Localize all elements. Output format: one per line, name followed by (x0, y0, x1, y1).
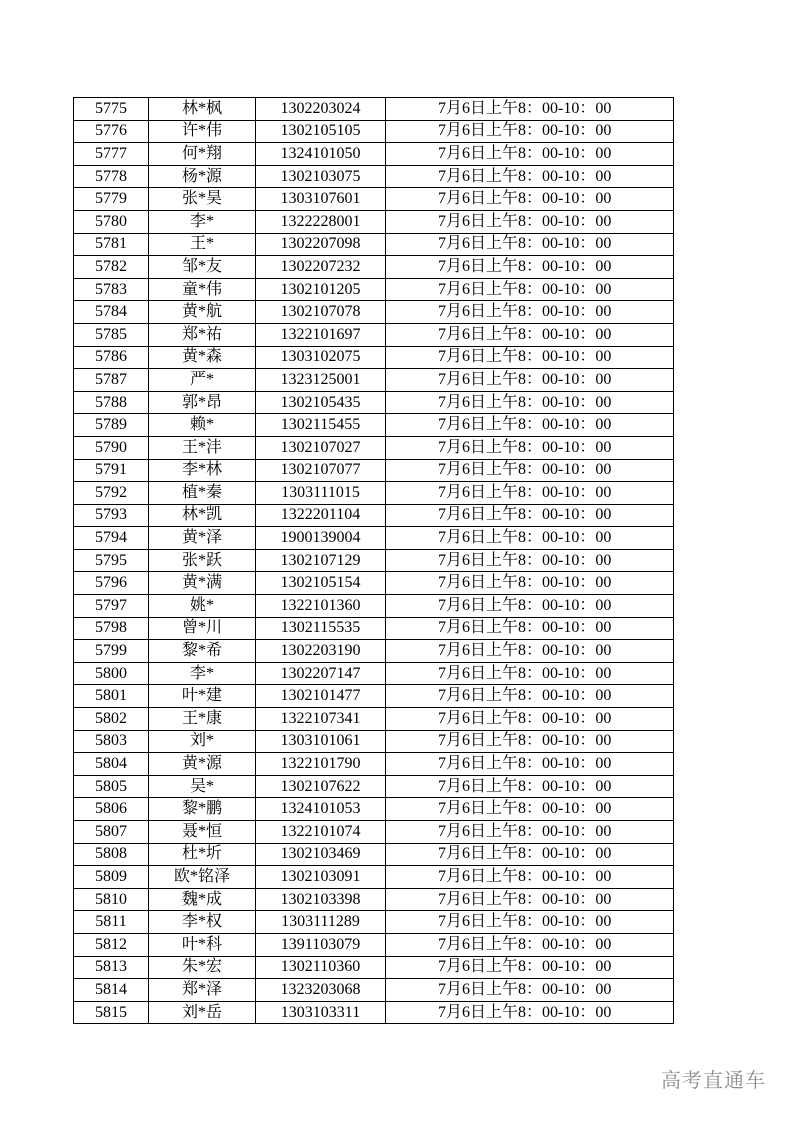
id-cell: 1302207098 (256, 233, 386, 256)
time-cell: 7月6日上午8：00-10：00 (386, 595, 674, 618)
time-cell: 7月6日上午8：00-10：00 (386, 391, 674, 414)
name-cell: 黄*满 (149, 572, 256, 595)
seq-cell: 5782 (74, 256, 149, 279)
table-row (74, 775, 674, 798)
time-cell: 7月6日上午8：00-10：00 (386, 933, 674, 956)
time-cell: 7月6日上午8：00-10：00 (386, 843, 674, 866)
name-cell: 严* (149, 369, 256, 392)
time-cell: 7月6日上午8：00-10：00 (386, 911, 674, 934)
id-cell: 1302107078 (256, 301, 386, 324)
time-cell: 7月6日上午8：00-10：00 (386, 369, 674, 392)
seq-cell: 5798 (74, 617, 149, 640)
seq-cell: 5814 (74, 979, 149, 1002)
id-cell: 1303102075 (256, 346, 386, 369)
id-cell: 1302203024 (256, 98, 386, 121)
time-cell: 7月6日上午8：00-10：00 (386, 708, 674, 731)
id-cell: 1302107622 (256, 775, 386, 798)
name-cell: 许*伟 (149, 120, 256, 143)
name-cell: 郑*泽 (149, 979, 256, 1002)
name-cell: 王* (149, 233, 256, 256)
name-cell: 张*昊 (149, 188, 256, 211)
table-row (74, 685, 674, 708)
table-row (74, 640, 674, 663)
table-row (74, 708, 674, 731)
seq-cell: 5777 (74, 143, 149, 166)
time-cell: 7月6日上午8：00-10：00 (386, 210, 674, 233)
time-cell: 7月6日上午8：00-10：00 (386, 482, 674, 505)
name-cell: 黎*希 (149, 640, 256, 663)
name-cell: 姚* (149, 595, 256, 618)
id-cell: 1303111289 (256, 911, 386, 934)
name-cell: 郭*昂 (149, 391, 256, 414)
id-cell: 1302105154 (256, 572, 386, 595)
name-cell: 童*伟 (149, 278, 256, 301)
seq-cell: 5801 (74, 685, 149, 708)
table-row (74, 549, 674, 572)
seq-cell: 5780 (74, 210, 149, 233)
name-cell: 邹*友 (149, 256, 256, 279)
time-cell: 7月6日上午8：00-10：00 (386, 278, 674, 301)
id-cell: 1323125001 (256, 369, 386, 392)
id-cell: 1324101050 (256, 143, 386, 166)
time-cell: 7月6日上午8：00-10：00 (386, 120, 674, 143)
name-cell: 杨*源 (149, 165, 256, 188)
table-row (74, 369, 674, 392)
time-cell: 7月6日上午8：00-10：00 (386, 165, 674, 188)
name-cell: 张*跃 (149, 549, 256, 572)
seq-cell: 5807 (74, 821, 149, 844)
time-cell: 7月6日上午8：00-10：00 (386, 459, 674, 482)
name-cell: 黄*泽 (149, 527, 256, 550)
time-cell: 7月6日上午8：00-10：00 (386, 956, 674, 979)
name-cell: 王*康 (149, 708, 256, 731)
table-row (74, 98, 674, 121)
table-row (74, 888, 674, 911)
seq-cell: 5812 (74, 933, 149, 956)
id-cell: 1302105105 (256, 120, 386, 143)
name-cell: 叶*建 (149, 685, 256, 708)
time-cell: 7月6日上午8：00-10：00 (386, 617, 674, 640)
name-cell: 杜*圻 (149, 843, 256, 866)
table-row (74, 595, 674, 618)
id-cell: 1302207232 (256, 256, 386, 279)
name-cell: 刘* (149, 730, 256, 753)
seq-cell: 5792 (74, 482, 149, 505)
seq-cell: 5793 (74, 504, 149, 527)
id-cell: 1303107601 (256, 188, 386, 211)
seq-cell: 5799 (74, 640, 149, 663)
seq-cell: 5804 (74, 753, 149, 776)
seq-cell: 5809 (74, 866, 149, 889)
time-cell: 7月6日上午8：00-10：00 (386, 866, 674, 889)
name-cell: 李* (149, 662, 256, 685)
time-cell: 7月6日上午8：00-10：00 (386, 730, 674, 753)
table-row (74, 256, 674, 279)
seq-cell: 5815 (74, 1001, 149, 1024)
seq-cell: 5784 (74, 301, 149, 324)
id-cell: 1302107077 (256, 459, 386, 482)
id-cell: 1322107341 (256, 708, 386, 731)
table-row (74, 414, 674, 437)
name-cell: 叶*科 (149, 933, 256, 956)
table-row (74, 662, 674, 685)
table-row (74, 278, 674, 301)
seq-cell: 5790 (74, 436, 149, 459)
seq-cell: 5810 (74, 888, 149, 911)
time-cell: 7月6日上午8：00-10：00 (386, 1001, 674, 1024)
time-cell: 7月6日上午8：00-10：00 (386, 753, 674, 776)
name-cell: 赖* (149, 414, 256, 437)
table-row (74, 436, 674, 459)
id-cell: 1302103398 (256, 888, 386, 911)
seq-cell: 5789 (74, 414, 149, 437)
seq-cell: 5787 (74, 369, 149, 392)
id-cell: 1322228001 (256, 210, 386, 233)
seq-cell: 5788 (74, 391, 149, 414)
table-row (74, 821, 674, 844)
table-row (74, 933, 674, 956)
time-cell: 7月6日上午8：00-10：00 (386, 301, 674, 324)
id-cell: 1303103311 (256, 1001, 386, 1024)
name-cell: 魏*成 (149, 888, 256, 911)
time-cell: 7月6日上午8：00-10：00 (386, 143, 674, 166)
roster-table (73, 97, 674, 1024)
seq-cell: 5808 (74, 843, 149, 866)
table-row (74, 346, 674, 369)
id-cell: 1302101205 (256, 278, 386, 301)
table-row (74, 730, 674, 753)
watermark-text: 高考直通车 (661, 1068, 766, 1092)
id-cell: 1302110360 (256, 956, 386, 979)
table-row (74, 482, 674, 505)
time-cell: 7月6日上午8：00-10：00 (386, 979, 674, 1002)
table-row (74, 617, 674, 640)
time-cell: 7月6日上午8：00-10：00 (386, 888, 674, 911)
id-cell: 1322101790 (256, 753, 386, 776)
id-cell: 1302203190 (256, 640, 386, 663)
table-row (74, 459, 674, 482)
table-row (74, 188, 674, 211)
table-row (74, 391, 674, 414)
time-cell: 7月6日上午8：00-10：00 (386, 98, 674, 121)
table-row (74, 165, 674, 188)
name-cell: 李* (149, 210, 256, 233)
name-cell: 何*翔 (149, 143, 256, 166)
time-cell: 7月6日上午8：00-10：00 (386, 527, 674, 550)
seq-cell: 5811 (74, 911, 149, 934)
id-cell: 1322101074 (256, 821, 386, 844)
table-row (74, 1001, 674, 1024)
name-cell: 李*权 (149, 911, 256, 934)
time-cell: 7月6日上午8：00-10：00 (386, 549, 674, 572)
time-cell: 7月6日上午8：00-10：00 (386, 346, 674, 369)
time-cell: 7月6日上午8：00-10：00 (386, 436, 674, 459)
name-cell: 黎*鹏 (149, 798, 256, 821)
name-cell: 朱*宏 (149, 956, 256, 979)
name-cell: 聂*恒 (149, 821, 256, 844)
id-cell: 1303111015 (256, 482, 386, 505)
table-row (74, 120, 674, 143)
table-row (74, 143, 674, 166)
id-cell: 1324101053 (256, 798, 386, 821)
id-cell: 1900139004 (256, 527, 386, 550)
name-cell: 刘*岳 (149, 1001, 256, 1024)
time-cell: 7月6日上午8：00-10：00 (386, 233, 674, 256)
name-cell: 曾*川 (149, 617, 256, 640)
seq-cell: 5795 (74, 549, 149, 572)
name-cell: 欧*铭泽 (149, 866, 256, 889)
table-row (74, 323, 674, 346)
table-row (74, 956, 674, 979)
seq-cell: 5813 (74, 956, 149, 979)
time-cell: 7月6日上午8：00-10：00 (386, 323, 674, 346)
name-cell: 林*枫 (149, 98, 256, 121)
seq-cell: 5803 (74, 730, 149, 753)
seq-cell: 5785 (74, 323, 149, 346)
table-row (74, 233, 674, 256)
time-cell: 7月6日上午8：00-10：00 (386, 640, 674, 663)
seq-cell: 5800 (74, 662, 149, 685)
id-cell: 1302101477 (256, 685, 386, 708)
name-cell: 王*沣 (149, 436, 256, 459)
id-cell: 1322101360 (256, 595, 386, 618)
seq-cell: 5796 (74, 572, 149, 595)
id-cell: 1322101697 (256, 323, 386, 346)
table-row (74, 504, 674, 527)
id-cell: 1322201104 (256, 504, 386, 527)
seq-cell: 5797 (74, 595, 149, 618)
id-cell: 1302105435 (256, 391, 386, 414)
table-row (74, 753, 674, 776)
name-cell: 郑*祐 (149, 323, 256, 346)
table-row (74, 979, 674, 1002)
id-cell: 1302103469 (256, 843, 386, 866)
table-row (74, 572, 674, 595)
table-row (74, 210, 674, 233)
name-cell: 黄*航 (149, 301, 256, 324)
seq-cell: 5786 (74, 346, 149, 369)
id-cell: 1303101061 (256, 730, 386, 753)
time-cell: 7月6日上午8：00-10：00 (386, 775, 674, 798)
time-cell: 7月6日上午8：00-10：00 (386, 798, 674, 821)
time-cell: 7月6日上午8：00-10：00 (386, 821, 674, 844)
id-cell: 1302103075 (256, 165, 386, 188)
id-cell: 1391103079 (256, 933, 386, 956)
seq-cell: 5776 (74, 120, 149, 143)
time-cell: 7月6日上午8：00-10：00 (386, 188, 674, 211)
seq-cell: 5775 (74, 98, 149, 121)
time-cell: 7月6日上午8：00-10：00 (386, 662, 674, 685)
table-row (74, 911, 674, 934)
id-cell: 1302207147 (256, 662, 386, 685)
seq-cell: 5781 (74, 233, 149, 256)
time-cell: 7月6日上午8：00-10：00 (386, 414, 674, 437)
seq-cell: 5783 (74, 278, 149, 301)
id-cell: 1302115535 (256, 617, 386, 640)
roster-body (74, 98, 674, 1024)
seq-cell: 5805 (74, 775, 149, 798)
id-cell: 1302107129 (256, 549, 386, 572)
table-row (74, 843, 674, 866)
table-row (74, 866, 674, 889)
id-cell: 1323203068 (256, 979, 386, 1002)
name-cell: 黄*源 (149, 753, 256, 776)
id-cell: 1302103091 (256, 866, 386, 889)
time-cell: 7月6日上午8：00-10：00 (386, 256, 674, 279)
seq-cell: 5779 (74, 188, 149, 211)
seq-cell: 5791 (74, 459, 149, 482)
table-row (74, 527, 674, 550)
seq-cell: 5802 (74, 708, 149, 731)
table-row (74, 798, 674, 821)
seq-cell: 5794 (74, 527, 149, 550)
id-cell: 1302115455 (256, 414, 386, 437)
table-row (74, 301, 674, 324)
name-cell: 植*秦 (149, 482, 256, 505)
name-cell: 黄*森 (149, 346, 256, 369)
time-cell: 7月6日上午8：00-10：00 (386, 685, 674, 708)
time-cell: 7月6日上午8：00-10：00 (386, 572, 674, 595)
name-cell: 吴* (149, 775, 256, 798)
seq-cell: 5806 (74, 798, 149, 821)
seq-cell: 5778 (74, 165, 149, 188)
name-cell: 李*林 (149, 459, 256, 482)
name-cell: 林*凯 (149, 504, 256, 527)
time-cell: 7月6日上午8：00-10：00 (386, 504, 674, 527)
id-cell: 1302107027 (256, 436, 386, 459)
